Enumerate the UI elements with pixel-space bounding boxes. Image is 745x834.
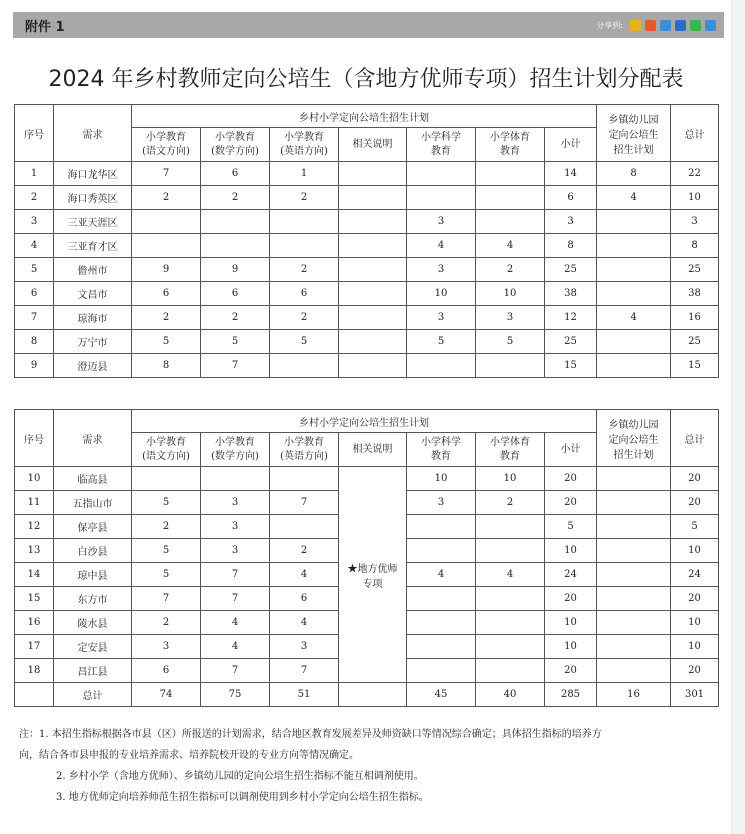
- table-cell: [270, 234, 339, 258]
- table-cell: 3: [671, 210, 719, 234]
- table-cell: 6: [132, 282, 201, 306]
- table-cell: 7: [270, 491, 339, 515]
- table-cell: 7: [15, 306, 54, 330]
- table-cell: [597, 330, 671, 354]
- table-cell: 20: [545, 587, 597, 611]
- attachment-header-bar: [13, 12, 724, 38]
- table-cell: 2: [132, 515, 201, 539]
- table-cell: [597, 234, 671, 258]
- header-chinese: 小学教育 (语文方向): [132, 433, 201, 467]
- header-math: 小学教育 (数学方向): [201, 433, 270, 467]
- table-cell: [597, 587, 671, 611]
- total-cell: 74: [132, 683, 201, 707]
- table-cell: 8: [545, 234, 597, 258]
- table-cell: 3: [407, 258, 476, 282]
- header-index: 序号: [15, 105, 54, 162]
- table-cell: 20: [545, 659, 597, 683]
- table-cell: [597, 563, 671, 587]
- header-pe: 小学体育 教育: [476, 433, 545, 467]
- table-cell: [407, 587, 476, 611]
- table-cell: [476, 354, 545, 378]
- table-cell: 25: [545, 258, 597, 282]
- table-cell: 20: [671, 587, 719, 611]
- table-cell: 3: [132, 635, 201, 659]
- local-teacher-special-note: ★地方优师 专项: [339, 467, 407, 683]
- header-science: 小学科学 教育: [407, 433, 476, 467]
- table-cell: 17: [15, 635, 54, 659]
- table-cell: [270, 210, 339, 234]
- table-cell: [132, 210, 201, 234]
- table-cell: [339, 354, 407, 378]
- header-note: 相关说明: [339, 128, 407, 162]
- table-row: [15, 330, 719, 354]
- table-cell: [597, 539, 671, 563]
- table-cell: 4: [476, 234, 545, 258]
- table-cell: 10: [671, 611, 719, 635]
- table-cell: 10: [671, 635, 719, 659]
- table-cell: 3: [201, 539, 270, 563]
- table-cell: 3: [201, 491, 270, 515]
- table-cell: [339, 330, 407, 354]
- table-cell: 4: [407, 234, 476, 258]
- allocation-table-2: [14, 409, 719, 707]
- table-row: [15, 467, 719, 491]
- header-subtotal: 小计: [545, 128, 597, 162]
- weibo-icon[interactable]: [645, 20, 656, 31]
- share-bar: [596, 20, 724, 31]
- table-cell: 7: [132, 587, 201, 611]
- note-line-4: 3. 地方优师定向培养师范生招生指标可以调剂使用到乡村小学定向公培生招生指标。: [56, 792, 429, 803]
- table-cell: [476, 611, 545, 635]
- table-cell: 2: [201, 186, 270, 210]
- table-cell: 7: [201, 354, 270, 378]
- table-row: [15, 186, 719, 210]
- table-cell: 7: [201, 659, 270, 683]
- table-cell: 5: [270, 330, 339, 354]
- table-cell: [476, 659, 545, 683]
- table-cell: [201, 234, 270, 258]
- page-title: 2024 年乡村教师定向公培生（含地方优师专项）招生计划分配表: [48, 67, 684, 92]
- header-index: 序号: [15, 410, 54, 467]
- table-cell: 3: [545, 210, 597, 234]
- table-cell: [597, 354, 671, 378]
- table-cell: 4: [597, 186, 671, 210]
- table-cell: 10: [671, 539, 719, 563]
- table-cell: 5: [545, 515, 597, 539]
- table-cell: 7: [201, 587, 270, 611]
- table-row: [15, 234, 719, 258]
- table-cell: 2: [476, 491, 545, 515]
- table-cell: 10: [407, 282, 476, 306]
- header-subtotal: 小计: [545, 433, 597, 467]
- table-cell: [597, 635, 671, 659]
- table-cell: 万宁市: [54, 330, 132, 354]
- table-cell: 20: [671, 491, 719, 515]
- header-total: 总计: [671, 410, 719, 467]
- table-cell: [476, 539, 545, 563]
- table-cell: [339, 258, 407, 282]
- table-cell: [407, 515, 476, 539]
- header-rural-primary-group: 乡村小学定向公培生招生计划: [132, 410, 597, 433]
- total-cell: 总计: [54, 683, 132, 707]
- table-cell: 10: [545, 539, 597, 563]
- table-cell: 25: [671, 330, 719, 354]
- share-icons: [630, 20, 716, 31]
- table-cell: 16: [15, 611, 54, 635]
- header-math: 小学教育 (数学方向): [201, 128, 270, 162]
- table-cell: 儋州市: [54, 258, 132, 282]
- table-cell: 2: [476, 258, 545, 282]
- table-cell: 25: [671, 258, 719, 282]
- table-cell: [597, 491, 671, 515]
- table-cell: 2: [270, 186, 339, 210]
- table-cell: [597, 611, 671, 635]
- table-cell: 38: [545, 282, 597, 306]
- table-cell: 8: [132, 354, 201, 378]
- total-cell: 40: [476, 683, 545, 707]
- table-cell: 4: [476, 563, 545, 587]
- wechat-icon[interactable]: [690, 20, 701, 31]
- table-cell: 昌江县: [54, 659, 132, 683]
- table-cell: [476, 515, 545, 539]
- table-cell: 4: [597, 306, 671, 330]
- table-cell: [407, 539, 476, 563]
- table-cell: 5: [476, 330, 545, 354]
- vertical-scrollbar[interactable]: [731, 0, 745, 834]
- header-rural-primary-group: 乡村小学定向公培生招生计划: [132, 105, 597, 128]
- table-cell: 琼中县: [54, 563, 132, 587]
- table-cell: 7: [201, 563, 270, 587]
- table-cell: 7: [270, 659, 339, 683]
- table-cell: 陵水县: [54, 611, 132, 635]
- table-cell: 14: [15, 563, 54, 587]
- table-cell: 38: [671, 282, 719, 306]
- table-cell: 10: [476, 282, 545, 306]
- table-cell: [132, 234, 201, 258]
- notes: [19, 724, 719, 808]
- table-cell: 1: [270, 162, 339, 186]
- table-cell: 18: [15, 659, 54, 683]
- attachment-label: 附件 1: [25, 19, 65, 35]
- table-cell: 10: [15, 467, 54, 491]
- table-cell: 2: [201, 306, 270, 330]
- table-cell: [339, 186, 407, 210]
- header-english: 小学教育 (英语方向): [270, 128, 339, 162]
- table-cell: 6: [545, 186, 597, 210]
- table-cell: 10: [545, 611, 597, 635]
- table-cell: [407, 162, 476, 186]
- header-demand: 需求: [54, 105, 132, 162]
- header-english: 小学教育 (英语方向): [270, 433, 339, 467]
- table-cell: [201, 467, 270, 491]
- table-cell: 4: [270, 611, 339, 635]
- table-cell: [476, 210, 545, 234]
- table-cell: 15: [15, 587, 54, 611]
- table-cell: 5: [201, 330, 270, 354]
- table-cell: [270, 354, 339, 378]
- table-cell: 10: [545, 635, 597, 659]
- table-cell: [476, 162, 545, 186]
- table-cell: 5: [132, 563, 201, 587]
- table-cell: 20: [671, 467, 719, 491]
- table-cell: 8: [671, 234, 719, 258]
- table-cell: [597, 210, 671, 234]
- table-cell: [476, 186, 545, 210]
- table-cell: 15: [545, 354, 597, 378]
- table-cell: 2: [270, 306, 339, 330]
- table-cell: 3: [407, 491, 476, 515]
- table-cell: 2: [132, 611, 201, 635]
- table-cell: 保亭县: [54, 515, 132, 539]
- table-cell: 10: [407, 467, 476, 491]
- header-demand: 需求: [54, 410, 132, 467]
- table-cell: 澄迈县: [54, 354, 132, 378]
- total-row: [15, 683, 719, 707]
- table-cell: 4: [15, 234, 54, 258]
- table-cell: [597, 659, 671, 683]
- table-row: [15, 210, 719, 234]
- table-cell: 5: [671, 515, 719, 539]
- table-cell: 7: [132, 162, 201, 186]
- total-cell: 285: [545, 683, 597, 707]
- table-cell: 22: [671, 162, 719, 186]
- table-cell: [597, 258, 671, 282]
- table-cell: [339, 306, 407, 330]
- table-cell: [339, 162, 407, 186]
- header-chinese: 小学教育 (语文方向): [132, 128, 201, 162]
- header-kindergarten: 乡镇幼儿园 定向公培生 招生计划: [597, 105, 671, 162]
- table-cell: 12: [545, 306, 597, 330]
- total-cell: [339, 683, 407, 707]
- table-cell: 临高县: [54, 467, 132, 491]
- header-total: 总计: [671, 105, 719, 162]
- table-cell: [339, 210, 407, 234]
- table-cell: 6: [201, 282, 270, 306]
- table-cell: 4: [407, 563, 476, 587]
- header-note: 相关说明: [339, 433, 407, 467]
- renren-icon[interactable]: [675, 20, 686, 31]
- table-cell: [476, 635, 545, 659]
- table-cell: [407, 354, 476, 378]
- table-cell: 6: [132, 659, 201, 683]
- table-cell: 24: [545, 563, 597, 587]
- total-cell: [15, 683, 54, 707]
- allocation-table-1: [14, 104, 719, 378]
- table-cell: 三亚天涯区: [54, 210, 132, 234]
- table-row: [15, 282, 719, 306]
- table-cell: [407, 635, 476, 659]
- table-cell: 2: [132, 186, 201, 210]
- table-cell: 白沙县: [54, 539, 132, 563]
- table-cell: 5: [407, 330, 476, 354]
- table-cell: 10: [671, 186, 719, 210]
- table-cell: 5: [15, 258, 54, 282]
- header-pe: 小学体育 教育: [476, 128, 545, 162]
- table-cell: 6: [201, 162, 270, 186]
- table-cell: [407, 611, 476, 635]
- table-cell: 东方市: [54, 587, 132, 611]
- table-cell: 6: [270, 282, 339, 306]
- table-cell: [597, 467, 671, 491]
- table-cell: 3: [270, 635, 339, 659]
- table-cell: 13: [15, 539, 54, 563]
- table-cell: [339, 234, 407, 258]
- table-cell: 5: [132, 330, 201, 354]
- table-cell: [270, 515, 339, 539]
- table-cell: 2: [132, 306, 201, 330]
- note-line-3: 2. 乡村小学（含地方优师）、乡镇幼儿园的定向公培生招生指标不能互相调剂使用。: [56, 771, 424, 782]
- table-cell: 3: [407, 210, 476, 234]
- table-cell: 3: [201, 515, 270, 539]
- table-cell: 2: [270, 539, 339, 563]
- table-cell: 2: [270, 258, 339, 282]
- table-cell: [597, 515, 671, 539]
- table-row: [15, 354, 719, 378]
- header-science: 小学科学 教育: [407, 128, 476, 162]
- table-cell: 三亚育才区: [54, 234, 132, 258]
- table-cell: 16: [671, 306, 719, 330]
- table-cell: 20: [545, 467, 597, 491]
- total-cell: 301: [671, 683, 719, 707]
- note-line-1: 注：1. 本招生指标根据各市县（区）所报送的计划需求，结合地区教育发展差异及师资缺口等情况综合确定；具体招生指标的培养方: [19, 729, 602, 740]
- table-cell: 20: [545, 491, 597, 515]
- table-cell: 11: [15, 491, 54, 515]
- table-cell: 文昌市: [54, 282, 132, 306]
- table-cell: 14: [545, 162, 597, 186]
- table-cell: [201, 210, 270, 234]
- table-cell: 5: [132, 539, 201, 563]
- table-row: [15, 306, 719, 330]
- table-cell: 10: [476, 467, 545, 491]
- table-cell: 3: [15, 210, 54, 234]
- table-cell: 15: [671, 354, 719, 378]
- more-share-icon[interactable]: [705, 20, 716, 31]
- table-cell: [407, 659, 476, 683]
- total-cell: 16: [597, 683, 671, 707]
- table-cell: 24: [671, 563, 719, 587]
- table-cell: 12: [15, 515, 54, 539]
- table-cell: 6: [270, 587, 339, 611]
- total-cell: 51: [270, 683, 339, 707]
- table-cell: [132, 467, 201, 491]
- table-cell: 5: [132, 491, 201, 515]
- table-cell: 五指山市: [54, 491, 132, 515]
- table-cell: 9: [201, 258, 270, 282]
- table-cell: 2: [15, 186, 54, 210]
- table-cell: [270, 467, 339, 491]
- header-kindergarten: 乡镇幼儿园 定向公培生 招生计划: [597, 410, 671, 467]
- table-cell: 9: [15, 354, 54, 378]
- table-cell: 1: [15, 162, 54, 186]
- table-cell: [407, 186, 476, 210]
- qzone-icon[interactable]: [630, 20, 641, 31]
- table-cell: 8: [15, 330, 54, 354]
- table-cell: 4: [201, 611, 270, 635]
- note-line-2: 向，结合各市县申报的专业培养需求、培养院校开设的专业方向等情况确定。: [19, 750, 359, 761]
- table-cell: 25: [545, 330, 597, 354]
- share-label: 分享到:: [596, 20, 623, 30]
- table-cell: 海口秀英区: [54, 186, 132, 210]
- table-cell: 9: [132, 258, 201, 282]
- table-cell: 20: [671, 659, 719, 683]
- total-cell: 45: [407, 683, 476, 707]
- table-cell: 4: [201, 635, 270, 659]
- table-cell: 8: [597, 162, 671, 186]
- table-cell: 6: [15, 282, 54, 306]
- table-cell: 4: [270, 563, 339, 587]
- table-cell: [476, 587, 545, 611]
- table-row: [15, 162, 719, 186]
- table-cell: 3: [407, 306, 476, 330]
- table-cell: 3: [476, 306, 545, 330]
- total-cell: 75: [201, 683, 270, 707]
- table-cell: 定安县: [54, 635, 132, 659]
- table-cell: [597, 282, 671, 306]
- tencent-weibo-icon[interactable]: [660, 20, 671, 31]
- table-row: [15, 258, 719, 282]
- table-cell: [339, 282, 407, 306]
- table-cell: 琼海市: [54, 306, 132, 330]
- table-cell: 海口龙华区: [54, 162, 132, 186]
